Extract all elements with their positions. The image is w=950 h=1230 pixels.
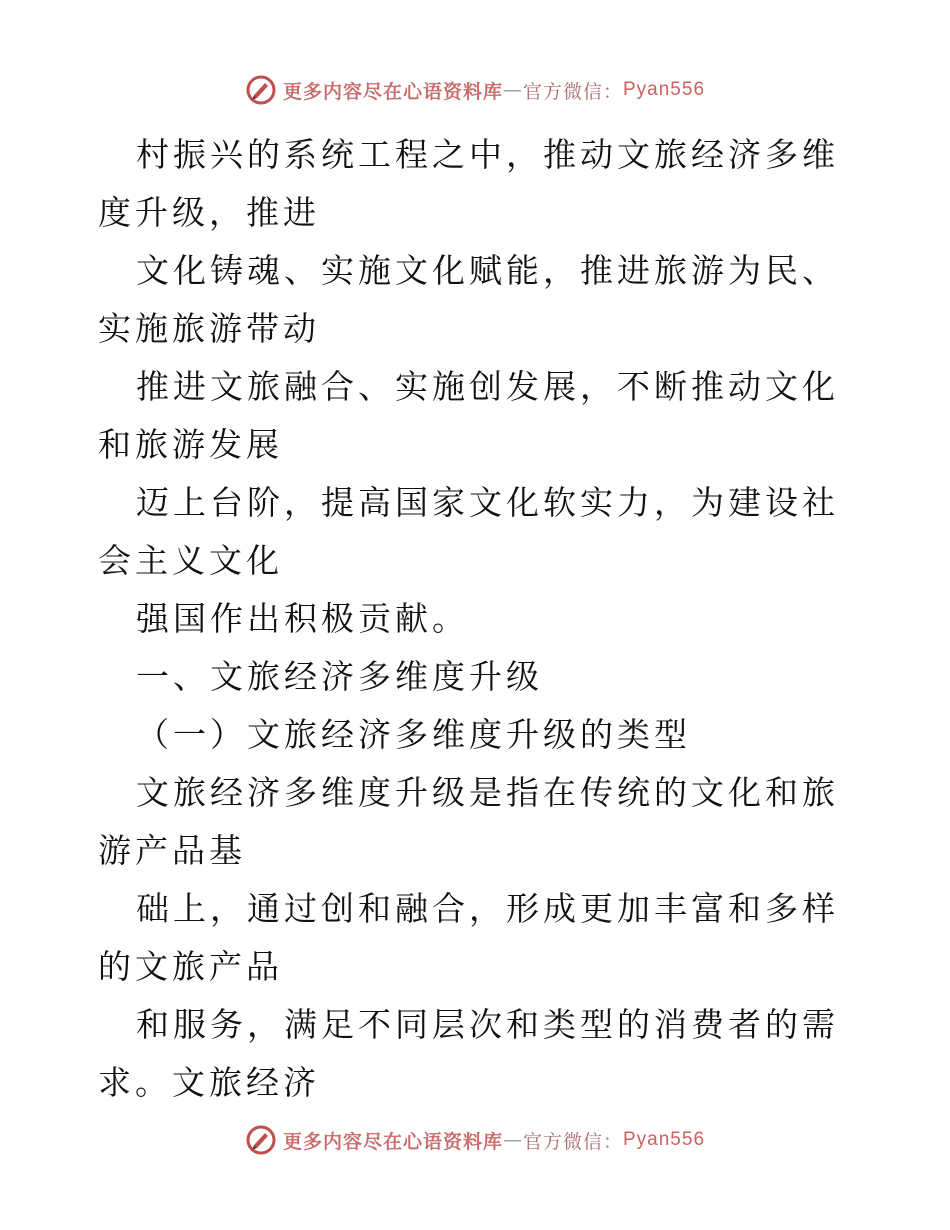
paragraph: 迈上台阶，提高国家文化软实力，为建设社会主义文化 xyxy=(98,483,839,580)
watermark-main-text: 更多内容尽在心语资料库 xyxy=(282,1130,503,1153)
watermark-dash: — xyxy=(502,79,523,101)
watermark-main-text: 更多内容尽在心语资料库 xyxy=(282,80,503,103)
watermark-logo-icon xyxy=(245,74,277,106)
watermark-wechat-label: 官方微信： xyxy=(522,1130,623,1153)
paragraph: 强国作出积极贡献。 xyxy=(136,599,469,638)
paragraph: 和服务，满足不同层次和类型的消费者的需求。文旅经济 xyxy=(98,1005,839,1102)
footer-watermark xyxy=(0,1122,950,1158)
watermark-wechat-id: Pyan556 xyxy=(623,1129,706,1150)
header-watermark xyxy=(0,72,950,108)
subsection-heading: （一）文旅经济多维度升级的类型 xyxy=(136,715,691,754)
watermark-logo-icon xyxy=(245,1124,277,1156)
paragraph: 推进文旅融合、实施创发展，不断推动文化和旅游发展 xyxy=(98,367,839,464)
paragraph: 础上，通过创和融合，形成更加丰富和多样的文旅产品 xyxy=(98,889,839,986)
document-body xyxy=(98,126,858,1112)
paragraph: 文化铸魂、实施文化赋能，推进旅游为民、实施旅游带动 xyxy=(98,251,839,348)
paragraph: 文旅经济多维度升级是指在传统的文化和旅游产品基 xyxy=(98,773,839,870)
watermark-wechat-id: Pyan556 xyxy=(623,79,706,100)
section-heading: 一、文旅经济多维度升级 xyxy=(136,657,543,696)
watermark-dash: — xyxy=(502,1129,523,1151)
paragraph: 村振兴的系统工程之中，推动文旅经济多维度升级，推进 xyxy=(98,135,839,232)
watermark-wechat-label: 官方微信： xyxy=(522,80,623,103)
